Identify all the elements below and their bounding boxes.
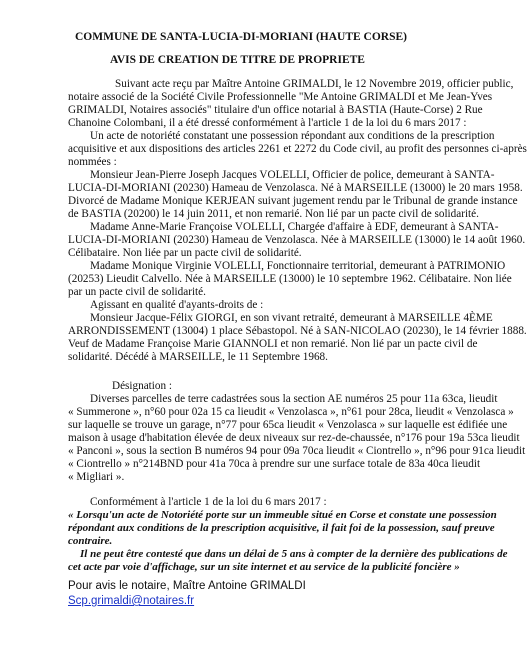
beneficiary-line: par un pacte civil de solidarité. bbox=[68, 286, 206, 298]
beneficiary-line: de BASTIA (20200) le 14 juin 2011, et non remarié. Non lié par un pacte civil de solidarité. bbox=[68, 208, 479, 220]
beneficiary-line: (20253) Lieudit Calvello. Née à MARSEILLE (13000) le 10 septembre 1962. Célibataire. Non liée bbox=[68, 273, 512, 285]
beneficiary-line: Célibataire. Non liée par un pacte civil de solidarité. bbox=[68, 247, 302, 259]
designation-label: Désignation : bbox=[112, 380, 172, 392]
designation-line: maison à usage d'habitation élevée de deux niveaux sur rez-de-chaussée, n°176 pour 19a 53ca lieudit bbox=[68, 432, 520, 444]
deceased-line: ARRONDISSEMENT (13004) 1 place Sébastopol. Né à SAN-NICOLAO (20230), le 14 février 1888. bbox=[68, 325, 527, 337]
designation-line: « Ciontrello » n°214BND pour 41a 70ca à prendre sur une surface totale de 83a 40ca lieudit bbox=[68, 458, 481, 470]
acte-line: Un acte de notoriété constatant une possession répondant aux conditions de la prescription bbox=[90, 130, 495, 142]
notice-title: AVIS DE CREATION DE TITRE DE PROPRIETE bbox=[110, 54, 365, 66]
ayants-droits-label: Agissant en qualité d'ayants-droits de : bbox=[90, 299, 264, 311]
law-quote-line: « Lorsqu'un acte de Notoriété porte sur un immeuble situé en Corse et constate une possession bbox=[68, 509, 497, 521]
deceased-line: solidarité. Décédé à MARSEILLE, le 11 Septembre 1968. bbox=[68, 351, 328, 363]
beneficiary-line: Madame Anne-Marie Françoise VOLELLI, Chargée d'affaire à EDF, demeurant à SANTA- bbox=[90, 221, 499, 233]
acte-line: acquisitive et aux dispositions des articles 2261 et 2272 du Code civil, au profit des personnes ci-après bbox=[68, 143, 527, 155]
law-quote-line: cet acte par voie d'affichage, sur un site internet et au service de la publicité foncière » bbox=[68, 561, 460, 573]
law-quote-line: contraire. bbox=[68, 535, 113, 547]
beneficiary-line: Madame Monique Virginie VOLELLI, Fonctionnaire territorial, demeurant à PATRIMONIO bbox=[90, 260, 506, 272]
designation-line: « Migliari ». bbox=[68, 471, 125, 483]
designation-line: « Summerone », n°60 pour 02a 15 ca lieudit « Venzolasca », n°61 pour 28ca, lieudit « Venzolasca » bbox=[68, 406, 514, 418]
beneficiary-line: LUCIA-DI-MORIANI (20230) Hameau de Venzolasca. Née à MARSEILLE (13000) le 14 août 1960. bbox=[68, 234, 526, 246]
beneficiary-line: Monsieur Jean-Pierre Joseph Jacques VOLELLI, Officier de police, demeurant à SANTA- bbox=[90, 169, 495, 181]
intro-line: GRIMALDI, Notaires associés" titulaire d'un office notarial à BASTIA (Haute-Corse) 2 Rue bbox=[68, 104, 483, 116]
designation-line: Diverses parcelles de terre cadastrées sous la section AE numéros 25 pour 11a 63ca, lieudit bbox=[90, 393, 498, 405]
intro-line: Chanoine Colombani, il a été dressé conformément à l'article 1 de la loi du 6 mars 2017 : bbox=[68, 117, 467, 129]
acte-line: nommées : bbox=[68, 156, 117, 168]
designation-line: sur laquelle se trouve un garage, n°77 pour 65ca lieudit « Venzolasca » sur laquelle est édifiée une bbox=[68, 419, 508, 431]
beneficiary-line: LUCIA-DI-MORIANI (20230) Hameau de Venzolasca. Né à MARSEILLE (13000) le 20 mars 1958. bbox=[68, 182, 523, 194]
deceased-line: Veuf de Madame Françoise Marie GIANNOLI et non remarié. Non lié par un pacte civil de bbox=[68, 338, 478, 350]
law-reference: Conformément à l'article 1 de la loi du 6 mars 2017 : bbox=[90, 496, 327, 508]
signature-line: Pour avis le notaire, Maître Antoine GRIMALDI bbox=[68, 580, 306, 592]
commune-heading: COMMUNE DE SANTA-LUCIA-DI-MORIANI (HAUTE CORSE) bbox=[75, 31, 408, 43]
designation-line: « Panconi », sous la section B numéros 94 pour 09a 70ca lieudit « Ciontrello », n°96 pour 91ca lieudit bbox=[68, 445, 526, 457]
notary-email-link[interactable]: Scp.grimaldi@notaires.fr bbox=[68, 595, 195, 607]
law-quote-line: Il ne peut être contesté que dans un délai de 5 ans à compter de la dernière des publications de bbox=[80, 548, 508, 560]
intro-line: notaire associé de la Société Civile Professionnelle "Me Antoine GRIMALDI et Me Jean-Yves bbox=[68, 91, 493, 103]
intro-line: Suivant acte reçu par Maître Antoine GRIMALDI, le 12 Novembre 2019, officier public, bbox=[115, 78, 514, 90]
law-quote-line: répondant aux conditions de la prescription acquisitive, il fait foi de la possession, sauf preuve bbox=[68, 522, 495, 534]
beneficiary-line: Divorcé de Madame Monique KERJEAN suivant jugement rendu par le Tribunal de grande instance bbox=[68, 195, 518, 207]
deceased-line: Monsieur Jacque-Félix GIORGI, en son vivant retraité, demeurant à MARSEILLE 4ÈME bbox=[90, 312, 493, 324]
